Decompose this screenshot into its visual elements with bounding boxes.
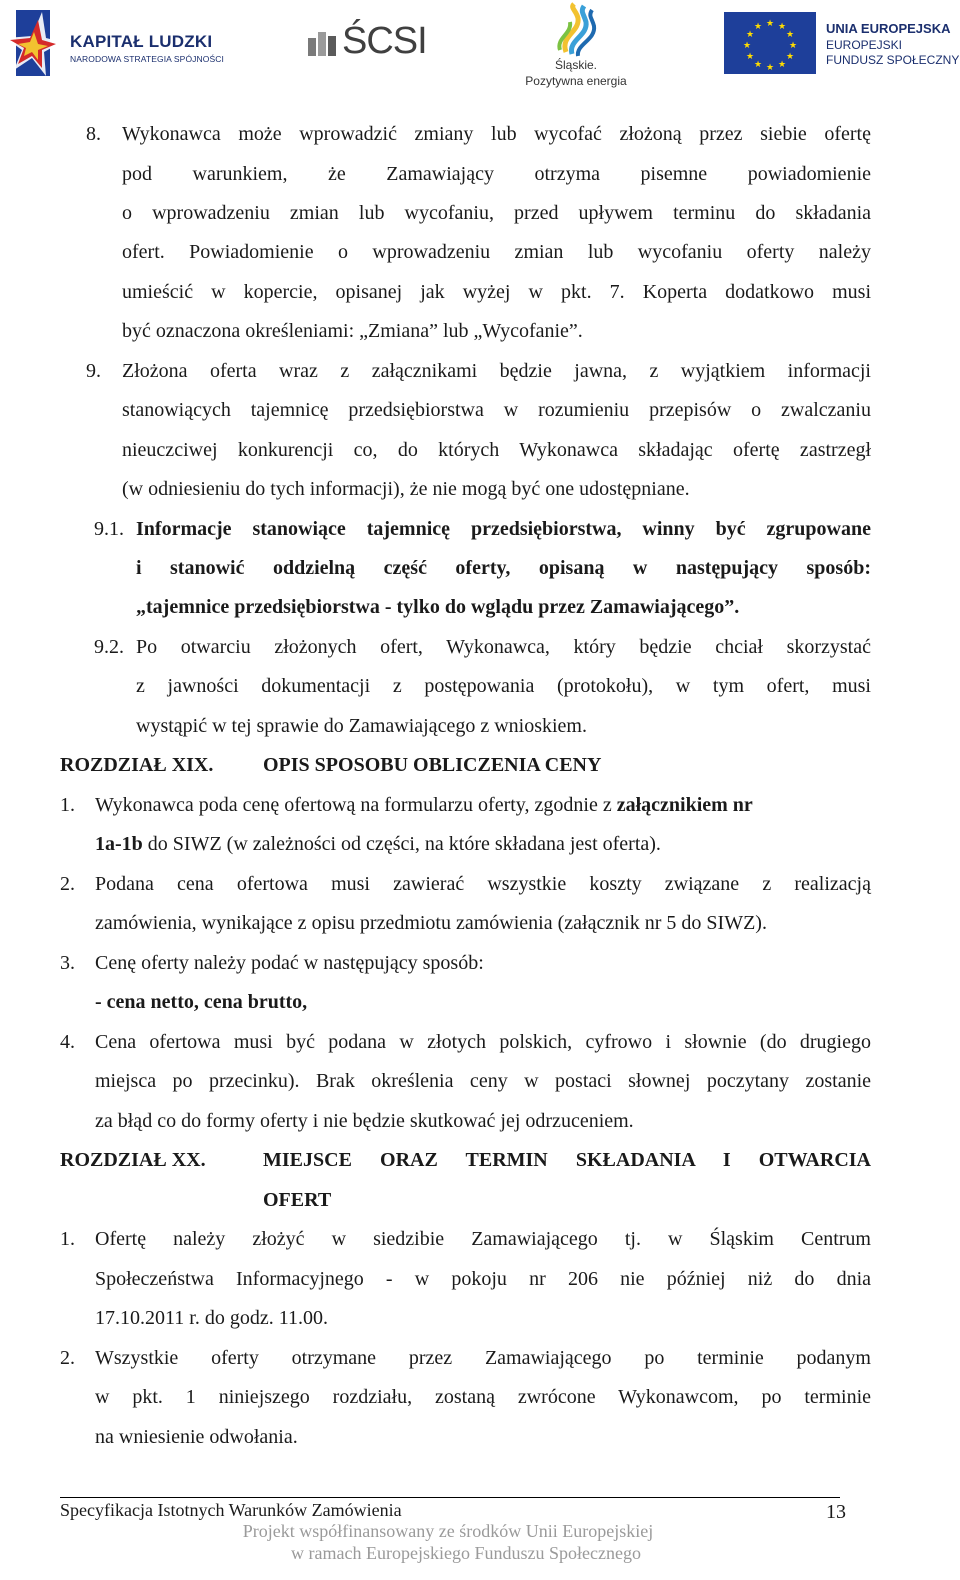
item-number: 2. [60,873,75,895]
svg-text:★: ★ [788,41,798,51]
svg-text:★: ★ [785,52,795,62]
footer-cofinance-line1: Projekt współfinansowany ze środków Unii Europejskiej [242,1521,654,1541]
paragraph-line: Informacje stanowiące tajemnicę przedsiębiorstwa, winny być zgrupowane [136,518,871,540]
svg-text:★: ★ [765,19,775,29]
paragraph-line: Ofertę należy złożyć w siedzibie Zamawiającego tj. w Śląskim Centrum [95,1228,871,1250]
paragraph-line: Cena ofertowa musi być podana w złotych polskich, cyfrowo i słownie (do drugiego [95,1031,871,1053]
paragraph-line: Wykonawca może wprowadzić zmiany lub wycofać złożoną przez siebie ofertę [122,123,871,145]
kapital-ludzki-title: KAPITAŁ LUDZKI [70,32,213,51]
paragraph-line: Złożona oferta wraz z załącznikami będzie jawna, z wyjątkiem informacji [122,360,871,382]
paragraph-line: być oznaczona określeniami: „Zmiana” lub „Wycofanie”. [122,320,583,342]
item-number: 9.1. [94,518,124,540]
footer-document-title: Specyfikacja Istotnych Warunków Zamówienia [60,1500,402,1520]
header-logos [0,0,960,100]
paragraph-line: Cenę oferty należy podać w następujący sposób: [95,952,484,974]
item-number: 4. [60,1031,75,1053]
kapital-ludzki-star-icon [4,8,64,80]
item-number: 1. [60,1228,75,1250]
paragraph-line: z jawności dokumentacji z postępowania (protokołu), w tym ofert, musi [136,675,871,697]
svg-text:★: ★ [765,63,775,73]
paragraph-line: Wszystkie oferty otrzymane przez Zamawiającego po terminie podanym [95,1347,871,1369]
svg-text:★: ★ [777,22,787,32]
paragraph-line: o wprowadzeniu zmian lub wycofaniu, przed upływem terminu do składania [122,202,871,224]
paragraph-line: nieuczciwej konkurencji co, do których Wykonawca składając ofertę zastrzegł [122,439,871,461]
item-number: 8. [86,123,101,145]
paragraph-line: stanowiących tajemnicę przedsiębiorstwa w rozumieniu przepisów o zwalczaniu [122,399,871,421]
item-number: 9.2. [94,636,124,658]
eu-fund-line2: FUNDUSZ SPOŁECZNY [826,53,960,67]
chapter-title: OPIS SPOSOBU OBLICZENIA CENY [263,754,602,776]
paragraph-line: Po otwarciu złożonych ofert, Wykonawca, który będzie chciał skorzystać [136,636,871,658]
paragraph-line: Podana cena ofertowa musi zawierać wszystkie koszty związane z realizacją [95,873,871,895]
scsi-logo [308,20,443,66]
paragraph-line: Społeczeństwa Informacyjnego - w pokoju nr 206 nie później niż do dnia [95,1268,871,1290]
paragraph-line: i stanowić oddzielną część oferty, opisaną w następujący sposób: [136,557,871,579]
paragraph-line [95,832,661,856]
kapital-ludzki-logo [4,8,254,80]
chapter-title: OFERT [263,1189,332,1211]
scsi-cube-icon [308,28,338,58]
svg-text:★: ★ [753,60,763,70]
chapter-label: ROZDZIAŁ XX. [60,1149,206,1171]
paragraph-line [95,793,753,817]
eu-fund-line1: EUROPEJSKI [826,38,903,52]
paragraph-text-bold: załącznikiem nr [616,794,753,816]
paragraph-line: w pkt. 1 niniejszego rozdziału, zostaną zwrócone Wykonawcom, po terminie [95,1386,871,1408]
svg-text:★: ★ [745,52,755,62]
footer-cofinance-line2: w ramach Europejskiego Funduszu Społecznego [291,1543,641,1563]
paragraph-text: Wykonawca poda cenę ofertową na formularzu oferty, zgodnie z [95,794,617,816]
svg-text:★: ★ [742,41,752,51]
item-number: 9. [86,360,101,382]
paragraph-line: „tajemnice przedsiębiorstwa - tylko do wglądu przez Zamawiającego”. [136,596,740,618]
paragraph-line: pod warunkiem, że Zamawiający otrzyma pisemne powiadomienie [122,163,871,185]
paragraph-text-bold: 1a-1b [95,833,143,855]
paragraph-line: 17.10.2011 r. do godz. 11.00. [95,1307,328,1329]
paragraph-line: na wniesienie odwołania. [95,1426,298,1448]
item-number: 3. [60,952,75,974]
paragraph-line: umieścić w kopercie, opisanej jak wyżej w pkt. 7. Koperta dodatkowo musi [122,281,871,303]
eu-logo [724,12,960,78]
paragraph-line: miejsca po przecinku). Brak określenia ceny w postaci słownej poczytany zostanie [95,1070,871,1092]
eu-flag-icon [724,12,816,74]
chapter-title: MIEJSCE ORAZ TERMIN SKŁADANIA I OTWARCIA [263,1149,871,1171]
scsi-wordmark: ŚCSI [342,20,427,62]
paragraph-text: do SIWZ (w zależności od części, na które składana jest oferta). [142,833,661,855]
paragraph-line: zamówienia, wynikające z opisu przedmiotu zamówienia (załącznik nr 5 do SIWZ). [95,912,767,934]
paragraph-line: (w odniesieniu do tych informacji), że nie mogą być one udostępniane. [122,478,690,500]
kapital-ludzki-subtitle: NARODOWA STRATEGIA SPÓJNOŚCI [70,54,224,64]
svg-text:★: ★ [777,60,787,70]
paragraph-line: wystąpić w tej sprawie do Zamawiającego z wnioskiem. [136,715,587,737]
slaskie-swirl-icon [520,2,632,58]
paragraph-line: za błąd co do formy oferty i nie będzie skutkować jej odrzuceniem. [95,1110,634,1132]
eu-title: UNIA EUROPEJSKA [826,21,951,36]
footer-divider [60,1497,840,1498]
slaskie-name: Śląskie. [554,58,598,72]
svg-text:★: ★ [753,22,763,32]
item-number: 1. [60,794,75,816]
item-number: 2. [60,1347,75,1369]
page-number: 13 [826,1501,846,1523]
chapter-label: ROZDZIAŁ XIX. [60,754,214,776]
paragraph-line: - cena netto, cena brutto, [95,991,308,1013]
slaskie-tagline: Pozytywna energia [525,74,627,88]
paragraph-line: ofert. Powiadomienie o wprowadzeniu zmian lub wycofaniu oferty należy [122,241,871,263]
svg-text:★: ★ [745,30,755,40]
slaskie-logo [520,2,632,94]
svg-text:★: ★ [785,30,795,40]
